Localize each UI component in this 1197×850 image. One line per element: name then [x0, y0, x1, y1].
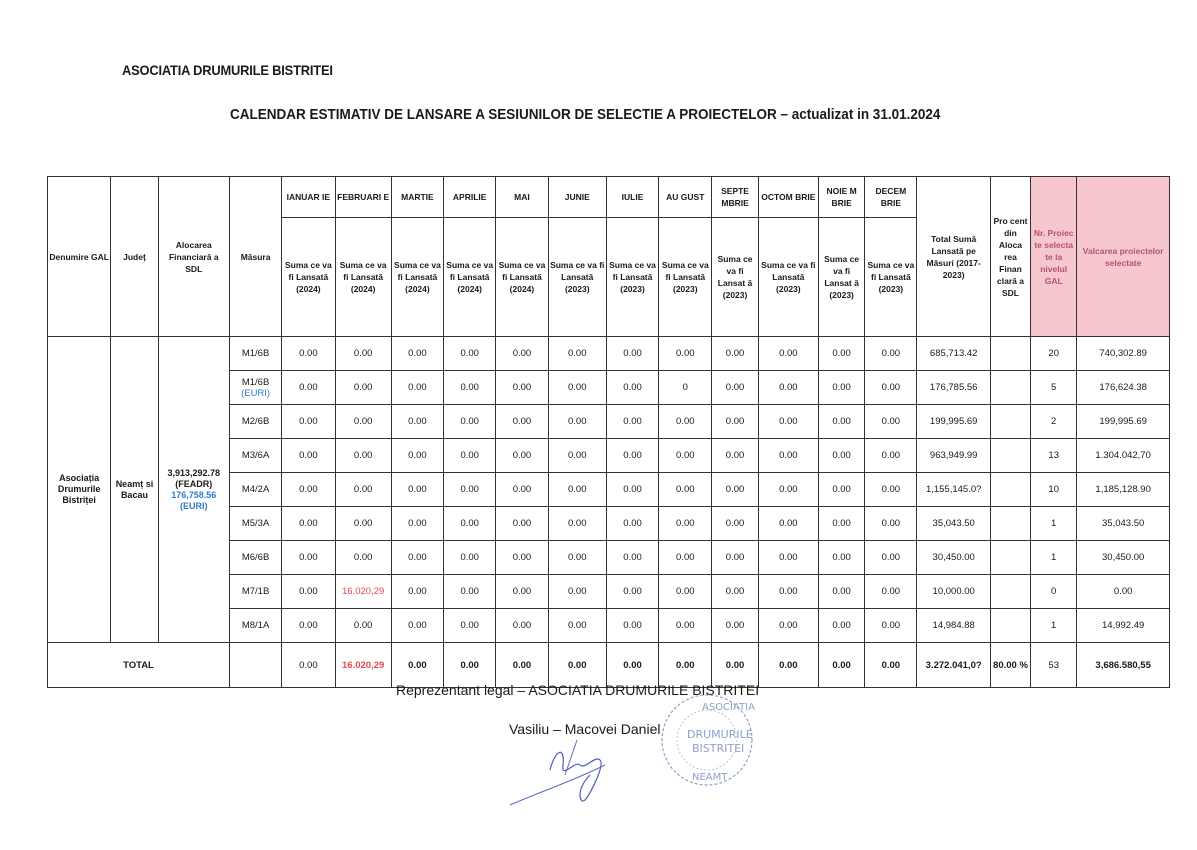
sub-header: Suma ce va fi Lansat ă (2023)	[712, 218, 758, 337]
nr-proiecte-cell: 10	[1031, 473, 1077, 507]
total-suma-cell: 35,043.50	[917, 507, 990, 541]
sub-header: Suma ce va fi Lansată (2023)	[865, 218, 917, 337]
nr-proiecte-cell: 5	[1031, 371, 1077, 405]
col-total-suma: Total Sumă Lansată pe Măsuri (2017-2023)	[917, 177, 990, 337]
total-label: TOTAL	[48, 643, 230, 688]
month-value-cell: 0.00	[496, 439, 548, 473]
month-value-cell: 0.00	[496, 371, 548, 405]
month-value-cell: 0.00	[548, 609, 606, 643]
total-month-cell: 0.00	[391, 643, 443, 688]
masura-note: (EURI)	[241, 387, 271, 399]
total-suma-cell: 685,713.42	[917, 337, 990, 371]
month-value-cell: 0.00	[548, 371, 606, 405]
month-value-cell: 0.00	[496, 473, 548, 507]
col-nr-proiecte: Nr. Proiec te selecta te la nivelul GAL	[1031, 177, 1077, 337]
month-value-cell: 0.00	[659, 473, 712, 507]
valoare-cell: 1,185,128.90	[1077, 473, 1170, 507]
month-value-cell: 0.00	[606, 541, 658, 575]
month-septembrie: SEPTE MBRIE	[712, 177, 758, 218]
month-value-cell: 0.00	[758, 371, 818, 405]
month-value-cell: 0.00	[659, 405, 712, 439]
gal-name: Asociația Drumurile Bistriței	[48, 337, 111, 643]
sub-header: Suma ce va fi Lansată (2024)	[496, 218, 548, 337]
month-value-cell: 0.00	[391, 507, 443, 541]
month-value-cell: 0.00	[496, 405, 548, 439]
month-martie: MARTIE	[391, 177, 443, 218]
month-value-cell: 0.00	[606, 405, 658, 439]
month-value-cell: 0.00	[818, 575, 864, 609]
month-value-cell: 0.00	[818, 405, 864, 439]
month-value-cell: 0.00	[444, 371, 496, 405]
month-value-cell: 0.00	[444, 405, 496, 439]
month-value-cell: 0.00	[282, 405, 335, 439]
total-month-cell: 0.00	[548, 643, 606, 688]
month-value-cell: 0.00	[282, 609, 335, 643]
month-value-cell: 0.00	[282, 541, 335, 575]
nr-proiecte-cell: 1	[1031, 609, 1077, 643]
svg-text:BISTRITEI: BISTRITEI	[692, 742, 745, 755]
month-value-cell: 0.00	[444, 541, 496, 575]
month-value-cell: 0.00	[282, 337, 335, 371]
month-value-cell: 0.00	[282, 371, 335, 405]
month-value-cell: 0.00	[818, 439, 864, 473]
month-value-cell: 0.00	[282, 439, 335, 473]
total-month-cell: 0.00	[758, 643, 818, 688]
total-nr-proiecte: 53	[1031, 643, 1077, 688]
masura-cell: M1/6B	[229, 337, 281, 371]
month-value-cell: 0.00	[335, 473, 391, 507]
month-value-cell: 0.00	[335, 439, 391, 473]
procent-cell	[990, 541, 1030, 575]
procent-cell	[990, 609, 1030, 643]
month-value-cell: 0.00	[865, 439, 917, 473]
month-value-cell: 0.00	[865, 541, 917, 575]
month-value-cell: 0.00	[335, 337, 391, 371]
total-suma-total: 3.272.041,0?	[917, 643, 990, 688]
alocare-feadr: 3,913,292.78	[167, 467, 221, 478]
procent-cell	[990, 405, 1030, 439]
month-value-cell: 0.00	[548, 405, 606, 439]
month-iunie: JUNIE	[548, 177, 606, 218]
month-value-cell: 0.00	[606, 575, 658, 609]
month-value-cell: 0.00	[865, 609, 917, 643]
procent-cell	[990, 337, 1030, 371]
month-value-cell: 0.00	[606, 507, 658, 541]
launch-calendar-table	[47, 176, 1170, 688]
total-suma-cell: 30,450.00	[917, 541, 990, 575]
valoare-cell: 14,992.49	[1077, 609, 1170, 643]
month-value-cell: 0.00	[712, 405, 758, 439]
month-value-cell: 0.00	[335, 371, 391, 405]
total-month-cell: 16.020,29	[335, 643, 391, 688]
month-value-cell: 16.020,29	[335, 575, 391, 609]
month-value-cell: 0.00	[548, 575, 606, 609]
month-value-cell: 0.00	[606, 371, 658, 405]
month-value-cell: 0.00	[818, 541, 864, 575]
total-month-cell: 0.00	[659, 643, 712, 688]
month-value-cell: 0.00	[606, 439, 658, 473]
total-masura-empty	[229, 643, 281, 688]
month-value-cell: 0.00	[282, 473, 335, 507]
total-valoare: 3,686.580,55	[1077, 643, 1170, 688]
total-suma-cell: 963,949.99	[917, 439, 990, 473]
nr-proiecte-cell: 1	[1031, 541, 1077, 575]
gal-alocare	[158, 337, 229, 643]
total-suma-cell: 10,000.00	[917, 575, 990, 609]
month-value-cell: 0.00	[496, 575, 548, 609]
month-value-cell: 0.00	[391, 405, 443, 439]
sub-header: Suma ce va fi Lansată (2023)	[758, 218, 818, 337]
col-judet: Județ	[111, 177, 158, 337]
masura-cell: M6/6B	[229, 541, 281, 575]
month-value-cell: 0.00	[818, 473, 864, 507]
valoare-cell: 1.304.042,70	[1077, 439, 1170, 473]
month-value-cell: 0.00	[865, 371, 917, 405]
month-value-cell: 0.00	[335, 405, 391, 439]
month-value-cell: 0.00	[818, 371, 864, 405]
procent-cell	[990, 473, 1030, 507]
organization-title: ASOCIATIA DRUMURILE BISTRITEI	[122, 62, 333, 78]
total-row	[48, 643, 1170, 688]
total-suma-cell: 176,785.56	[917, 371, 990, 405]
col-masura: Măsura	[229, 177, 281, 337]
month-value-cell: 0.00	[391, 371, 443, 405]
month-value-cell: 0.00	[391, 337, 443, 371]
procent-cell	[990, 439, 1030, 473]
month-value-cell: 0.00	[659, 609, 712, 643]
nr-proiecte-cell: 1	[1031, 507, 1077, 541]
valoare-cell: 176,624.38	[1077, 371, 1170, 405]
month-value-cell: 0.00	[712, 371, 758, 405]
nr-proiecte-cell: 20	[1031, 337, 1077, 371]
month-value-cell: 0.00	[758, 609, 818, 643]
month-value-cell: 0.00	[335, 507, 391, 541]
month-value-cell: 0.00	[818, 507, 864, 541]
month-value-cell: 0.00	[865, 473, 917, 507]
table-row	[48, 337, 1170, 371]
total-month-cell: 0.00	[865, 643, 917, 688]
month-value-cell: 0.00	[496, 507, 548, 541]
month-value-cell: 0.00	[444, 507, 496, 541]
month-value-cell: 0.00	[659, 439, 712, 473]
month-value-cell: 0.00	[548, 473, 606, 507]
month-value-cell: 0.00	[444, 337, 496, 371]
month-value-cell: 0.00	[391, 473, 443, 507]
month-value-cell: 0.00	[444, 439, 496, 473]
alocare-euri: 176,758.56	[171, 489, 217, 500]
month-value-cell: 0.00	[496, 337, 548, 371]
month-value-cell: 0.00	[865, 507, 917, 541]
month-value-cell: 0.00	[548, 439, 606, 473]
col-denumire-gal: Denumire GAL	[48, 177, 111, 337]
nr-proiecte-cell: 13	[1031, 439, 1077, 473]
gal-judet: Neamț si Bacau	[111, 337, 158, 643]
month-value-cell: 0.00	[712, 473, 758, 507]
legal-representative: Reprezentant legal – ASOCIATIA DRUMURILE BISTRITEI	[396, 682, 760, 698]
month-value-cell: 0.00	[659, 575, 712, 609]
masura-cell: M1/6B (EURI)	[229, 371, 281, 405]
month-value-cell: 0.00	[659, 541, 712, 575]
total-suma-cell: 14,984.88	[917, 609, 990, 643]
sub-header: Suma ce va fi Lansată (2023)	[606, 218, 658, 337]
month-value-cell: 0.00	[712, 337, 758, 371]
sub-header: Suma ce va fi Lansată (2024)	[391, 218, 443, 337]
procent-cell	[990, 371, 1030, 405]
signature-icon	[505, 735, 645, 810]
valoare-cell: 35,043.50	[1077, 507, 1170, 541]
month-value-cell: 0.00	[865, 337, 917, 371]
total-month-cell: 0.00	[712, 643, 758, 688]
month-value-cell: 0.00	[712, 541, 758, 575]
masura-cell: M7/1B	[229, 575, 281, 609]
month-value-cell: 0.00	[391, 609, 443, 643]
valoare-cell: 199,995.69	[1077, 405, 1170, 439]
total-month-cell: 0.00	[282, 643, 335, 688]
nr-proiecte-cell: 0	[1031, 575, 1077, 609]
month-value-cell: 0.00	[282, 575, 335, 609]
month-value-cell: 0.00	[496, 609, 548, 643]
month-value-cell: 0.00	[758, 439, 818, 473]
month-value-cell: 0.00	[335, 609, 391, 643]
procent-cell	[990, 575, 1030, 609]
month-value-cell: 0.00	[606, 609, 658, 643]
total-suma-cell: 1,155,145.0?	[917, 473, 990, 507]
total-month-cell: 0.00	[606, 643, 658, 688]
svg-text:DRUMURILE: DRUMURILE	[687, 728, 753, 741]
sub-header: Suma ce va fi Lansat ă (2023)	[818, 218, 864, 337]
stamp-icon	[652, 690, 762, 790]
month-value-cell: 0.00	[335, 541, 391, 575]
month-mai: MAI	[496, 177, 548, 218]
month-value-cell: 0.00	[548, 541, 606, 575]
month-august: AU GUST	[659, 177, 712, 218]
masura-cell: M8/1A	[229, 609, 281, 643]
month-value-cell: 0.00	[606, 473, 658, 507]
valoare-cell: 740,302.89	[1077, 337, 1170, 371]
month-value-cell: 0.00	[606, 337, 658, 371]
month-value-cell: 0.00	[391, 575, 443, 609]
month-value-cell: 0.00	[712, 507, 758, 541]
total-suma-cell: 199,995.69	[917, 405, 990, 439]
alocare-euri-label: (EURI)	[180, 500, 208, 511]
month-value-cell: 0.00	[758, 473, 818, 507]
col-alocare: Alocarea Financiară a SDL	[158, 177, 229, 337]
month-value-cell: 0.00	[818, 337, 864, 371]
month-value-cell: 0.00	[659, 337, 712, 371]
procent-cell	[990, 507, 1030, 541]
col-procent: Pro cent din Aloca rea Finan clară a SDL	[990, 177, 1030, 337]
month-value-cell: 0.00	[712, 439, 758, 473]
total-month-cell: 0.00	[444, 643, 496, 688]
month-decembrie: DECEM BRIE	[865, 177, 917, 218]
month-aprilie: APRILIE	[444, 177, 496, 218]
masura-cell: M2/6B	[229, 405, 281, 439]
table-body	[48, 337, 1170, 688]
month-value-cell: 0.00	[758, 405, 818, 439]
valoare-cell: 0.00	[1077, 575, 1170, 609]
month-value-cell: 0.00	[444, 473, 496, 507]
sub-header: Suma ce va fi Lansată (2024)	[335, 218, 391, 337]
total-procent: 80.00 %	[990, 643, 1030, 688]
month-value-cell: 0.00	[865, 405, 917, 439]
month-noiembrie: NOIE M BRIE	[818, 177, 864, 218]
month-ianuarie: IANUAR IE	[282, 177, 335, 218]
month-value-cell: 0.00	[391, 541, 443, 575]
svg-text:ASOCIATIA: ASOCIATIA	[702, 702, 755, 713]
representative-name: Vasiliu – Macovei Daniel	[509, 721, 661, 737]
month-value-cell: 0.00	[444, 609, 496, 643]
total-month-cell: 0.00	[496, 643, 548, 688]
month-value-cell: 0.00	[758, 541, 818, 575]
month-value-cell: 0.00	[391, 439, 443, 473]
month-value-cell: 0	[659, 371, 712, 405]
month-value-cell: 0.00	[712, 575, 758, 609]
sub-header: Suma ce va fi Lansată (2023)	[659, 218, 712, 337]
masura-cell: M3/6A	[229, 439, 281, 473]
month-value-cell: 0.00	[282, 507, 335, 541]
total-month-cell: 0.00	[818, 643, 864, 688]
month-value-cell: 0.00	[659, 507, 712, 541]
month-value-cell: 0.00	[496, 541, 548, 575]
month-value-cell: 0.00	[548, 507, 606, 541]
month-octombrie: OCTOM BRIE	[758, 177, 818, 218]
valoare-cell: 30,450.00	[1077, 541, 1170, 575]
svg-text:NEAMT: NEAMT	[692, 772, 728, 783]
month-value-cell: 0.00	[712, 609, 758, 643]
month-value-cell: 0.00	[758, 507, 818, 541]
masura-cell: M5/3A	[229, 507, 281, 541]
alocare-feadr-label: (FEADR)	[175, 478, 213, 489]
sub-header: Suma ce va fi Lansată (2024)	[282, 218, 335, 337]
month-value-cell: 0.00	[758, 337, 818, 371]
month-iulie: IULIE	[606, 177, 658, 218]
sub-header: Suma ce va fi Lansată (2024)	[444, 218, 496, 337]
month-value-cell: 0.00	[444, 575, 496, 609]
masura-cell: M4/2A	[229, 473, 281, 507]
col-valoarea: Valcarea proiectelor selectate	[1077, 177, 1170, 337]
nr-proiecte-cell: 2	[1031, 405, 1077, 439]
month-value-cell: 0.00	[865, 575, 917, 609]
month-value-cell: 0.00	[548, 337, 606, 371]
month-februarie: FEBRUARI E	[335, 177, 391, 218]
sub-header: Suma ce va fi Lansată (2023)	[548, 218, 606, 337]
month-value-cell: 0.00	[758, 575, 818, 609]
document-title: CALENDAR ESTIMATIV DE LANSARE A SESIUNILOR DE SELECTIE A PROIECTELOR – actualizat in 31.01.2024	[230, 106, 941, 123]
month-value-cell: 0.00	[818, 609, 864, 643]
